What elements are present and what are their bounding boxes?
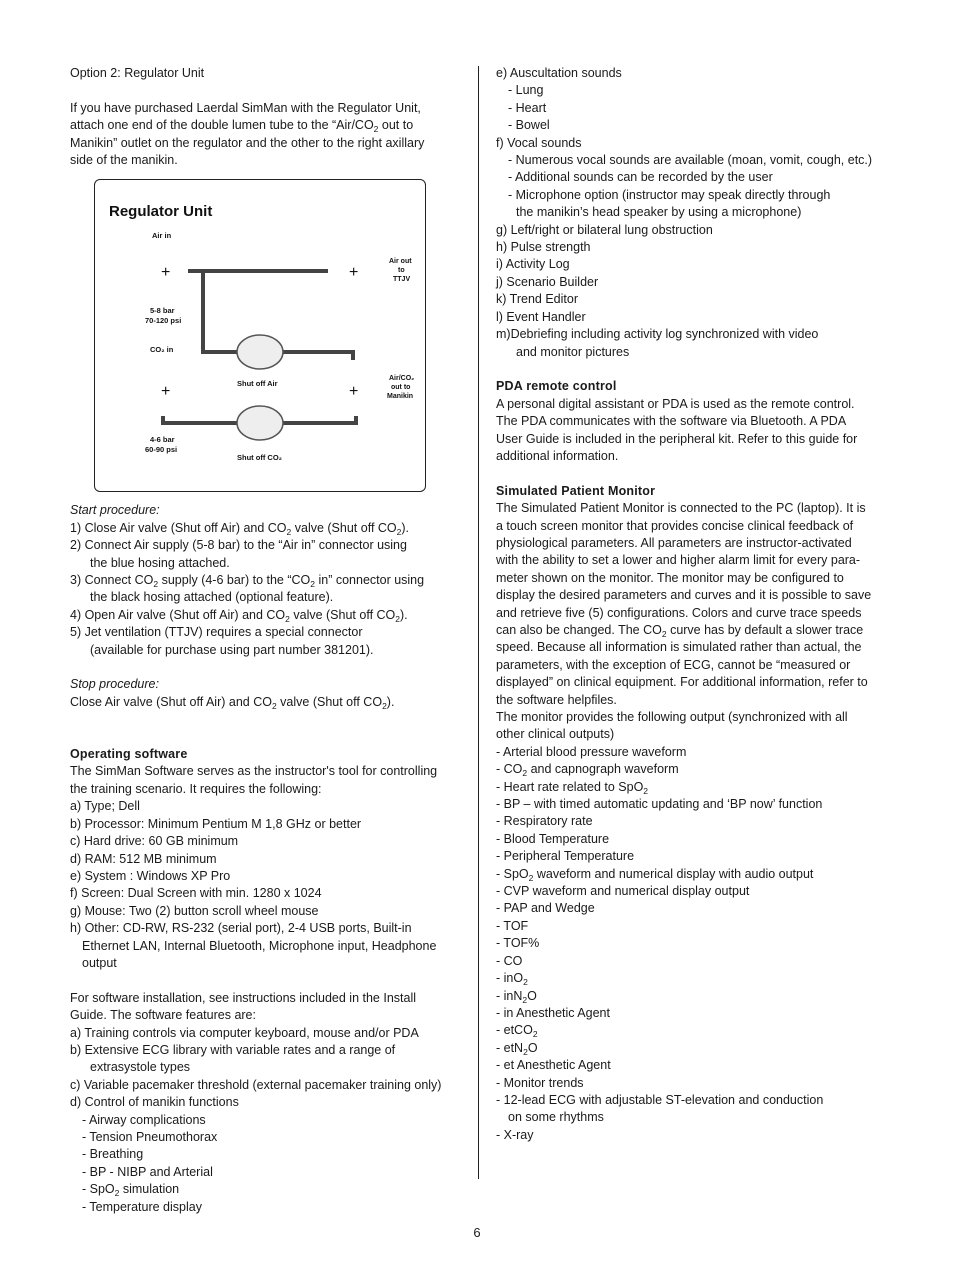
text-segment: valve (Shut off CO bbox=[289, 607, 396, 622]
text-segment: the black hosing attached (optional feature). bbox=[90, 590, 334, 605]
start-procedure-step bbox=[70, 642, 460, 659]
monitor-output-item bbox=[496, 1075, 891, 1092]
requirement-item: f) Screen: Dual Screen with min. 1280 x 1024 bbox=[70, 886, 322, 901]
air-in-connector-icon: + bbox=[161, 264, 171, 282]
co2-in-label: CO₂ in bbox=[150, 345, 174, 355]
text-segment: - CVP waveform and numerical display output bbox=[496, 884, 750, 899]
shut-off-air-valve-icon bbox=[237, 335, 283, 369]
regulator-diagram-svg bbox=[95, 180, 425, 491]
text-segment: ). bbox=[400, 607, 408, 622]
software-feature-item: extrasystole types bbox=[90, 1060, 191, 1075]
subscript: 2 bbox=[153, 579, 159, 590]
subscript: 2 bbox=[523, 1046, 528, 1057]
software-feature-item bbox=[496, 169, 891, 186]
subscript: 2 bbox=[522, 768, 528, 779]
text-segment: - SpO bbox=[496, 866, 529, 881]
text-segment: valve (Shut off CO bbox=[291, 520, 397, 535]
text-segment: - Heart rate related to SpO bbox=[496, 779, 644, 794]
stop-procedure-line bbox=[70, 694, 460, 711]
text-segment: i) Activity Log bbox=[496, 257, 570, 272]
monitor-output-item bbox=[496, 900, 891, 917]
software-features-list-cont bbox=[70, 1077, 460, 1112]
start-procedure-step bbox=[70, 572, 460, 589]
text-segment: in” connector using bbox=[315, 573, 425, 588]
air-bar-label: 5-8 bar bbox=[150, 306, 175, 316]
simulated-patient-monitor-paragraph bbox=[496, 500, 891, 744]
requirement-item: c) Hard drive: 60 GB minimum bbox=[70, 834, 239, 849]
aircos-label-2: out to bbox=[391, 384, 411, 392]
subscript: 2 bbox=[310, 579, 315, 590]
subscript: 2 bbox=[373, 124, 379, 135]
operating-software-heading: Operating software bbox=[70, 747, 188, 762]
text-segment: other clinical outputs) bbox=[496, 727, 615, 742]
shut-off-air-label: Shut off Air bbox=[237, 379, 278, 389]
software-feature-item bbox=[496, 135, 891, 152]
manikin-functions-list bbox=[70, 1112, 460, 1216]
requirement-item: h) Other: CD-RW, RS-232 (serial port), 2-4 USB ports, Built-in bbox=[70, 921, 412, 936]
monitor-output-item bbox=[496, 883, 891, 900]
subscript: 2 bbox=[395, 613, 400, 624]
start-procedure-step bbox=[70, 589, 460, 606]
monitor-output-item bbox=[496, 779, 891, 796]
monitor-output-item bbox=[496, 848, 891, 865]
page-number: 6 bbox=[473, 1225, 481, 1240]
manikin-function-item bbox=[70, 1146, 460, 1163]
simulated-patient-monitor-heading: Simulated Patient Monitor bbox=[496, 483, 656, 498]
operating-software-requirements-cont bbox=[70, 938, 460, 973]
regulator-unit-diagram bbox=[94, 179, 426, 492]
monitor-output-item bbox=[496, 1022, 891, 1039]
text-segment: display the desired parameters and curves and it is possible to save bbox=[496, 588, 872, 603]
software-feature-item bbox=[496, 117, 891, 134]
text-segment: - et Anesthetic Agent bbox=[496, 1058, 611, 1073]
monitor-text-line bbox=[496, 709, 891, 726]
monitor-output-item bbox=[496, 796, 891, 813]
software-features-list bbox=[70, 990, 460, 1060]
text-segment: - inO bbox=[496, 971, 524, 986]
text-segment: parameters, with the exception of ECG, cannot be “measured or bbox=[496, 657, 851, 672]
subscript: 2 bbox=[396, 526, 402, 537]
air-out-label-1: Air out bbox=[389, 258, 412, 266]
text-segment: - X-ray bbox=[496, 1127, 534, 1142]
intro-line bbox=[70, 100, 460, 117]
text-segment: - Bowel bbox=[508, 118, 550, 133]
software-feature-item bbox=[496, 239, 891, 256]
text-segment: with the ability to set a lower and higher alarm limit for every para- bbox=[496, 553, 861, 568]
software-features-list-right bbox=[496, 65, 891, 361]
monitor-output-item bbox=[496, 918, 891, 935]
text-segment: - SpO bbox=[82, 1182, 115, 1197]
pda-text-line: The PDA communicates with the software via Bluetooth. A PDA bbox=[496, 414, 847, 429]
text-segment: 5) Jet ventilation (TTJV) requires a special connector bbox=[70, 625, 363, 640]
text-segment: - Lung bbox=[508, 83, 544, 98]
monitor-output-item bbox=[496, 744, 891, 761]
operating-software-requirements bbox=[70, 763, 460, 937]
text-segment: Manikin” outlet on the regulator and the other to the right axillary bbox=[70, 135, 425, 150]
monitor-output-item bbox=[496, 813, 891, 830]
monitor-output-item bbox=[496, 970, 891, 987]
subscript: 2 bbox=[523, 977, 528, 988]
monitor-output-item bbox=[496, 1057, 891, 1074]
monitor-output-item bbox=[496, 761, 891, 778]
text-segment: meter shown on the monitor. The monitor may be configured to bbox=[496, 570, 844, 585]
subscript: 2 bbox=[643, 785, 649, 796]
subscript: 2 bbox=[382, 700, 387, 711]
text-segment: attach one end of the double lumen tube to the “Air/CO bbox=[70, 118, 374, 133]
text-segment: 2) Connect Air supply (5-8 bar) to the “Air in” connector using bbox=[70, 538, 407, 553]
text-segment: - inN bbox=[496, 988, 523, 1003]
requirement-item: a) Type; Dell bbox=[70, 799, 140, 814]
monitor-text-line bbox=[496, 587, 891, 604]
text-segment: - Monitor trends bbox=[496, 1075, 584, 1090]
co2-bar-label: 4-6 bar bbox=[150, 435, 175, 445]
text-segment: l) Event Handler bbox=[496, 309, 586, 324]
text-segment: e) Auscultation sounds bbox=[496, 66, 622, 80]
text-segment: The Simulated Patient Monitor is connected to the PC (laptop). It is bbox=[496, 501, 866, 516]
aircos-connector-icon: + bbox=[349, 383, 359, 401]
subscript: 2 bbox=[285, 613, 290, 624]
text-segment: - BP - NIBP and Arterial bbox=[82, 1164, 213, 1179]
subscript: 2 bbox=[522, 994, 528, 1005]
text-segment: and monitor pictures bbox=[516, 344, 630, 359]
text-segment: g) Left/right or bilateral lung obstruction bbox=[496, 222, 713, 237]
monitor-text-line bbox=[496, 605, 891, 622]
requirement-item: Ethernet LAN, Internal Bluetooth, Microphone input, Headphone bbox=[82, 938, 437, 953]
text-segment: - CO bbox=[496, 953, 523, 968]
monitor-output-item bbox=[496, 831, 891, 848]
text-segment: - BP – with timed automatic updating and ‘BP now’ function bbox=[496, 797, 823, 812]
monitor-output-item bbox=[496, 866, 891, 883]
monitor-text-line bbox=[496, 570, 891, 587]
text-segment: - 12-lead ECG with adjustable ST-elevation and conduction bbox=[496, 1092, 824, 1107]
pda-remote-control-heading: PDA remote control bbox=[496, 379, 617, 394]
text-segment: - etN bbox=[496, 1040, 524, 1055]
software-feature-item: c) Variable pacemaker threshold (external pacemaker training only) bbox=[70, 1077, 442, 1092]
text-segment: on some rhythms bbox=[508, 1110, 604, 1125]
text-segment: a touch screen monitor that provides concise clinical feedback of bbox=[496, 518, 854, 533]
subscript: 2 bbox=[271, 700, 277, 711]
text-segment: and capnograph waveform bbox=[527, 762, 679, 777]
requirement-item: the training scenario. It requires the following: bbox=[70, 781, 322, 796]
shut-off-co2-valve-icon bbox=[237, 406, 283, 440]
text-segment: f) Vocal sounds bbox=[496, 135, 582, 150]
manikin-function-item bbox=[70, 1181, 460, 1198]
text-segment: - Additional sounds can be recorded by the user bbox=[508, 170, 773, 185]
text-segment: O bbox=[527, 988, 537, 1003]
monitor-output-item bbox=[496, 1092, 891, 1109]
air-out-label-2: to bbox=[398, 267, 405, 275]
software-feature-item bbox=[496, 222, 891, 239]
requirement-item: g) Mouse: Two (2) button scroll wheel mouse bbox=[70, 903, 319, 918]
shut-off-co2-label: Shut off CO₂ bbox=[237, 453, 282, 463]
pda-text-line: additional information. bbox=[496, 448, 619, 463]
text-segment: curve has by default a slower trace bbox=[666, 622, 864, 637]
text-segment: the blue hosing attached. bbox=[90, 555, 230, 570]
text-segment: - Blood Temperature bbox=[496, 831, 610, 846]
software-feature-item: Guide. The software features are: bbox=[70, 1008, 256, 1023]
monitor-text-line bbox=[496, 535, 891, 552]
text-segment: - Microphone option (instructor may speak directly through bbox=[508, 187, 831, 202]
right-column bbox=[496, 65, 891, 1144]
diagram-title: Regulator Unit bbox=[109, 203, 213, 221]
monitor-output-item bbox=[496, 988, 891, 1005]
text-segment: can also be changed. The CO bbox=[496, 622, 662, 637]
text-segment: 1) Close Air valve (Shut off Air) and CO bbox=[70, 520, 287, 535]
software-feature-item: d) Control of manikin functions bbox=[70, 1095, 239, 1110]
software-feature-item bbox=[496, 187, 891, 204]
requirement-item: b) Processor: Minimum Pentium M 1,8 GHz or better bbox=[70, 816, 362, 831]
monitor-output-item bbox=[496, 1109, 891, 1126]
monitor-output-item bbox=[496, 1127, 891, 1144]
co2-psi-label: 60-90 psi bbox=[145, 445, 178, 455]
intro-line bbox=[70, 152, 460, 169]
monitor-output-item bbox=[496, 1040, 891, 1057]
text-segment: 3) Connect CO bbox=[70, 573, 154, 588]
software-feature-item: b) Extensive ECG library with variable rates and a range of bbox=[70, 1042, 396, 1057]
text-segment: - Temperature display bbox=[82, 1199, 202, 1214]
left-column bbox=[70, 65, 460, 1216]
pda-text-line: A personal digital assistant or PDA is used as the remote control. bbox=[496, 396, 855, 411]
text-segment: j) Scenario Builder bbox=[496, 274, 599, 289]
monitor-text-line bbox=[496, 518, 891, 535]
text-segment: Close Air valve (Shut off Air) and CO bbox=[70, 694, 272, 709]
subscript: 2 bbox=[532, 1029, 538, 1040]
text-segment: - Airway complications bbox=[82, 1112, 206, 1127]
monitor-outputs-list bbox=[496, 744, 891, 1144]
text-segment: h) Pulse strength bbox=[496, 240, 591, 255]
software-feature-item bbox=[496, 256, 891, 273]
pda-paragraph bbox=[496, 396, 891, 466]
start-procedure-step bbox=[70, 520, 460, 537]
software-feature-item bbox=[496, 344, 891, 361]
text-segment: - Numerous vocal sounds are available (moan, vomit, cough, etc.) bbox=[508, 153, 873, 168]
text-segment: - TOF% bbox=[496, 936, 540, 951]
text-segment: the manikin’s head speaker by using a microphone) bbox=[516, 205, 802, 220]
text-segment: - Tension Pneumothorax bbox=[82, 1129, 218, 1144]
intro-line bbox=[70, 117, 460, 134]
pda-text-line: User Guide is included in the peripheral kit. Refer to this guide for bbox=[496, 431, 858, 446]
text-segment: - PAP and Wedge bbox=[496, 901, 595, 916]
start-procedure-heading: Start procedure: bbox=[70, 503, 160, 518]
software-feature-item bbox=[496, 291, 891, 308]
text-segment: If you have purchased Laerdal SimMan with the Regulator Unit, bbox=[70, 100, 421, 115]
manikin-function-item bbox=[70, 1199, 460, 1216]
air-psi-label: 70-120 psi bbox=[145, 316, 182, 326]
monitor-output-item bbox=[496, 953, 891, 970]
manikin-function-item bbox=[70, 1129, 460, 1146]
intro-line bbox=[70, 135, 460, 152]
text-segment: simulation bbox=[119, 1182, 180, 1197]
text-segment: - Breathing bbox=[82, 1147, 144, 1162]
text-segment: - TOF bbox=[496, 918, 529, 933]
monitor-text-line bbox=[496, 726, 891, 743]
requirement-item: The SimMan Software serves as the instructor's tool for controlling bbox=[70, 764, 438, 779]
start-procedure-step bbox=[70, 555, 460, 572]
text-segment: physiological parameters. All parameters are instructor-activated bbox=[496, 535, 852, 550]
subscript: 2 bbox=[114, 1188, 120, 1199]
software-feature-item bbox=[496, 100, 891, 117]
requirement-item: output bbox=[82, 955, 117, 970]
subscript: 2 bbox=[286, 526, 292, 537]
text-segment: The monitor provides the following output (synchronized with all bbox=[496, 710, 848, 724]
software-feature-item bbox=[496, 82, 891, 99]
subscript: 2 bbox=[661, 628, 667, 639]
stop-procedure-heading: Stop procedure: bbox=[70, 677, 159, 692]
monitor-text-line bbox=[496, 500, 891, 517]
text-segment: displayed” on clinical equipment. For additional information, refer to bbox=[496, 675, 868, 690]
manikin-function-item bbox=[70, 1164, 460, 1181]
software-feature-item bbox=[496, 309, 891, 326]
monitor-text-line bbox=[496, 639, 891, 656]
aircos-label-3: Manikin bbox=[387, 393, 414, 401]
air-out-connector-icon: + bbox=[349, 264, 359, 282]
software-feature-item bbox=[496, 274, 891, 291]
software-feature-item bbox=[496, 326, 891, 343]
text-segment: - Peripheral Temperature bbox=[496, 849, 635, 864]
text-segment: - Heart bbox=[508, 100, 547, 115]
software-feature-item bbox=[496, 152, 891, 169]
software-feature-item bbox=[496, 204, 891, 221]
monitor-output-item bbox=[496, 1005, 891, 1022]
aircos-label-1: Air/CO₂ bbox=[389, 375, 415, 383]
text-segment: m)Debriefing including activity log synchronized with video bbox=[496, 327, 819, 342]
stop-procedure-text bbox=[70, 694, 460, 711]
requirement-item: d) RAM: 512 MB minimum bbox=[70, 851, 217, 866]
start-procedure-list bbox=[70, 520, 460, 659]
text-segment: (available for purchase using part number 381201). bbox=[90, 642, 374, 657]
manikin-function-item bbox=[70, 1112, 460, 1129]
air-out-label-3: TTJV bbox=[393, 276, 411, 284]
column-divider bbox=[478, 66, 479, 1179]
requirement-item: e) System : Windows XP Pro bbox=[70, 868, 231, 883]
start-procedure-step bbox=[70, 607, 460, 624]
text-segment: O bbox=[527, 1040, 538, 1055]
text-segment: ). bbox=[386, 694, 395, 709]
monitor-text-line bbox=[496, 674, 891, 691]
text-segment: valve (Shut off CO bbox=[276, 694, 383, 709]
start-procedure-step bbox=[70, 537, 460, 554]
monitor-output-item bbox=[496, 935, 891, 952]
text-segment: ). bbox=[401, 520, 410, 535]
text-segment: - etCO bbox=[496, 1023, 533, 1038]
text-segment: - CO bbox=[496, 762, 523, 777]
text-segment: - in Anesthetic Agent bbox=[496, 1005, 610, 1020]
text-segment: waveform and numerical display with audio output bbox=[533, 866, 814, 881]
software-feature-item: For software installation, see instructions included in the Install bbox=[70, 990, 417, 1005]
text-segment: supply (4-6 bar) to the “CO bbox=[158, 573, 311, 588]
monitor-text-line bbox=[496, 552, 891, 569]
co2-in-connector-icon: + bbox=[161, 383, 171, 401]
text-segment: and retrieve five (5) configurations. Colors and curve trace speeds bbox=[496, 605, 862, 620]
text-segment: side of the manikin. bbox=[70, 153, 178, 168]
text-segment: speed. Because all information is simulated rather than actual, the bbox=[496, 640, 862, 655]
option-title: Option 2: Regulator Unit bbox=[70, 66, 205, 80]
subscript: 2 bbox=[528, 872, 534, 883]
monitor-text-line bbox=[496, 692, 891, 709]
text-segment: - Respiratory rate bbox=[496, 814, 593, 829]
text-segment: k) Trend Editor bbox=[496, 292, 578, 307]
monitor-text-line bbox=[496, 657, 891, 674]
monitor-text-line bbox=[496, 622, 891, 639]
text-segment: - Arterial blood pressure waveform bbox=[496, 744, 687, 759]
software-feature-item bbox=[496, 65, 891, 82]
software-feature-item: a) Training controls via computer keyboard, mouse and/or PDA bbox=[70, 1025, 419, 1040]
text-segment: out to bbox=[378, 118, 414, 133]
air-in-label: Air in bbox=[152, 231, 172, 241]
text-segment: 4) Open Air valve (Shut off Air) and CO bbox=[70, 607, 286, 622]
start-procedure-step bbox=[70, 624, 460, 641]
text-segment: the software helpfiles. bbox=[496, 692, 617, 707]
intro-paragraph bbox=[70, 100, 460, 170]
